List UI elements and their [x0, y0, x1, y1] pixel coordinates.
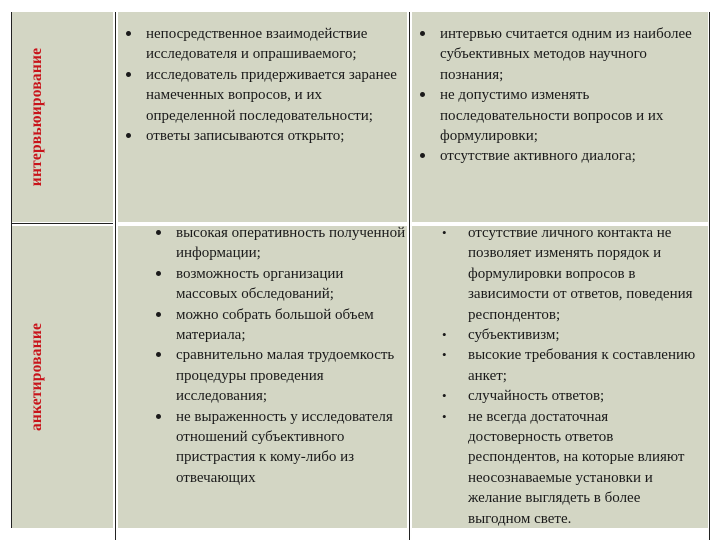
list-item: не допустимо изменять последовательности вопросов и их формулировки; — [412, 85, 704, 146]
row-label-interview-text: интервьюирование — [28, 47, 45, 187]
list-item: • случайность ответов; — [440, 386, 704, 406]
list-item: • отсутствие личного контакта не позволяет изменять порядок и формулировки вопросов в зависимости от ответов, поведения респондентов; — [440, 223, 704, 325]
table-divider-col-2 — [409, 12, 410, 540]
survey-drawbacks-list — [412, 223, 704, 529]
table-divider-col-1 — [115, 12, 116, 540]
list-item: отсутствие активного диалога; — [412, 146, 704, 166]
list-item: возможность организации массовых обследований; — [148, 264, 407, 305]
list-item: • не всегда достаточная достоверность ответов респондентов, на которые влияют неосознаваемые установки и желание выглядеть в более выгодном свете. — [440, 407, 704, 529]
list-item: • высокие требования к составлению анкет; — [440, 345, 704, 386]
survey-features-cell — [118, 226, 407, 528]
table-border-left — [11, 12, 12, 528]
table-divider-row — [11, 223, 113, 224]
list-item: сравнительно малая трудоемкость процедуры проведения исследования; — [148, 345, 407, 406]
list-item: можно собрать большой объем материала; — [148, 305, 407, 346]
interview-features-list — [118, 24, 401, 146]
interview-drawbacks-cell — [412, 12, 708, 222]
list-item: высокая оперативность полученной информации; — [148, 223, 407, 264]
list-item: непосредственное взаимодействие исследователя и опрашиваемого; — [118, 24, 401, 65]
list-item: не выраженность у исследователя отношений субъективного пристрастия к кому-либо из отвечающих — [148, 407, 407, 489]
survey-features-list — [118, 223, 407, 488]
interview-features-cell — [118, 12, 407, 222]
list-item: ответы записываются открыто; — [118, 126, 401, 146]
list-item: • субъективизм; — [440, 325, 704, 345]
row-label-interview — [12, 12, 62, 222]
list-item: исследователь придерживается заранее намеченных вопросов, и их определенной последовательности; — [118, 65, 401, 126]
table-border-right — [709, 12, 710, 540]
survey-drawbacks-cell — [412, 226, 708, 528]
row-label-survey-text: анкетирование — [28, 322, 46, 432]
list-item: интервью считается одним из наиболее субъективных методов научного познания; — [412, 24, 704, 85]
row-label-survey — [12, 226, 62, 528]
interview-drawbacks-list — [412, 24, 704, 167]
